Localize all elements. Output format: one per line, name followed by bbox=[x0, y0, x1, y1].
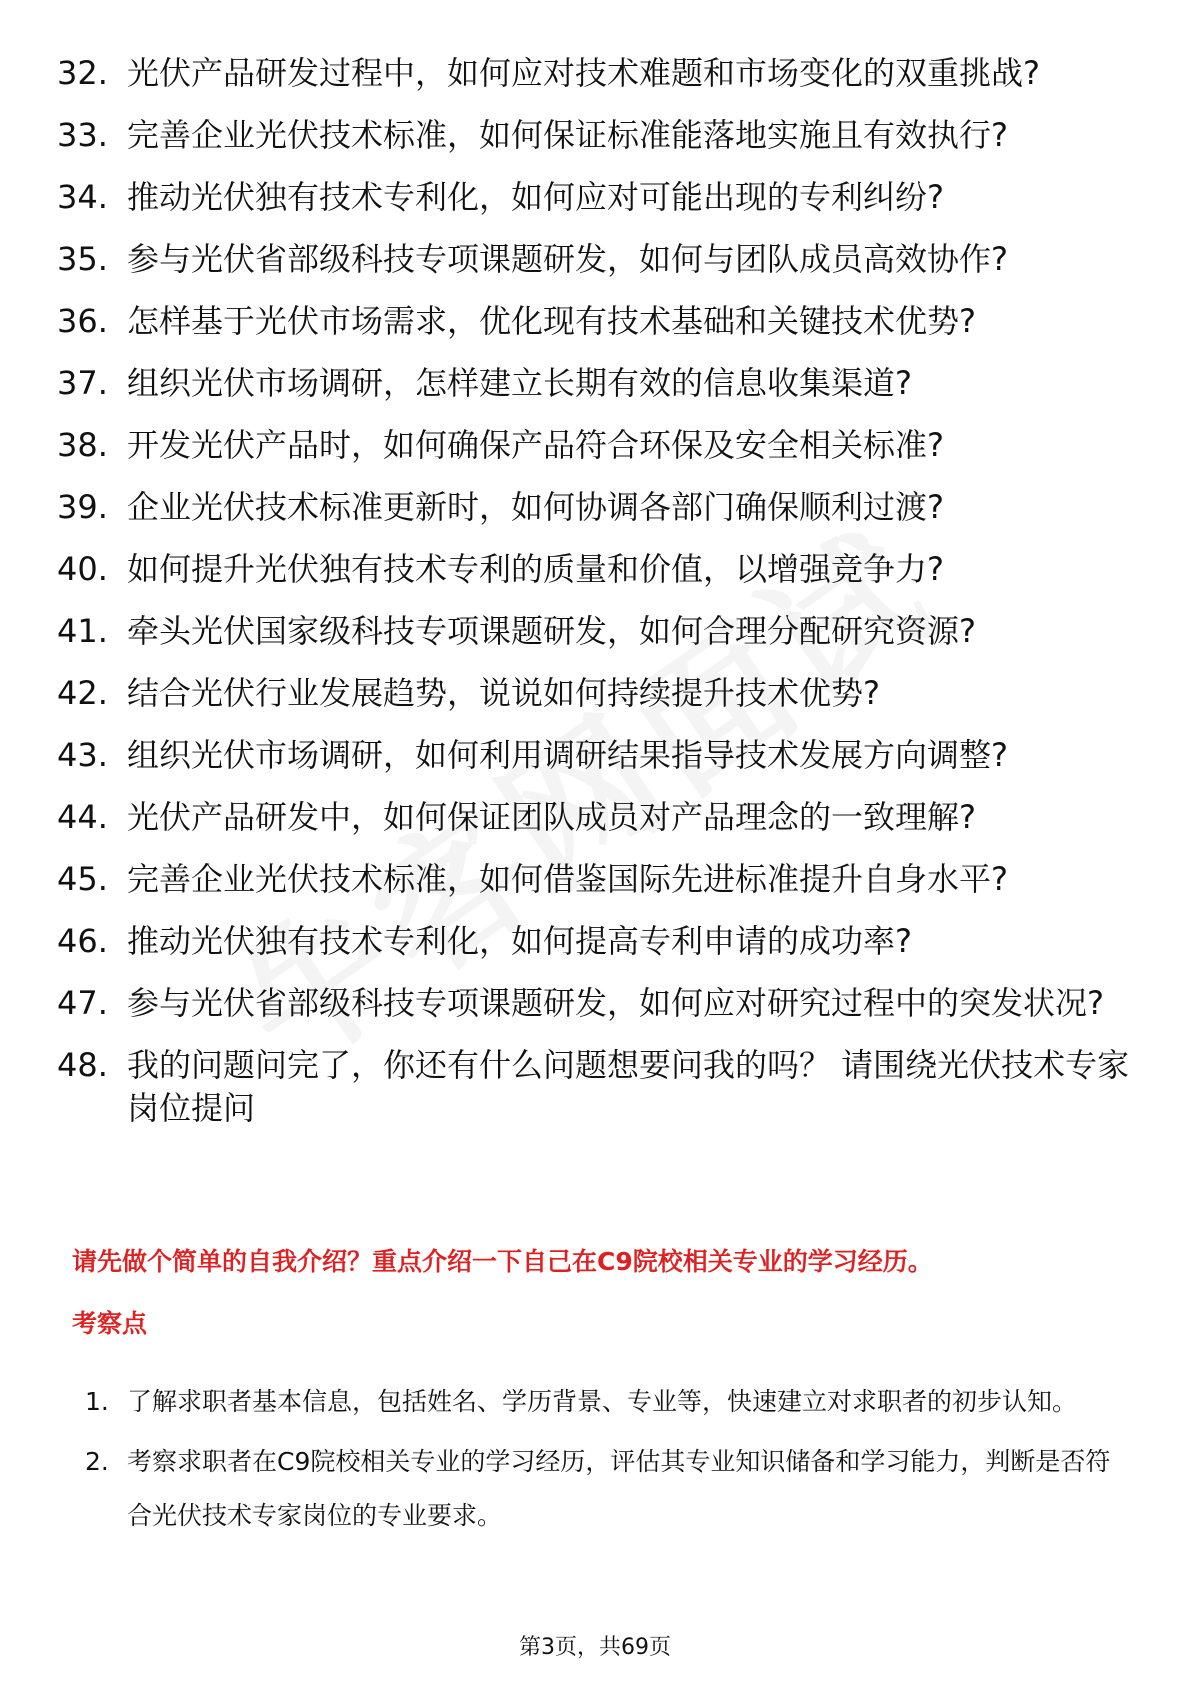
question-text: 推动光伏独有技术专利化，如何应对可能出现的专利纠纷? bbox=[127, 178, 944, 216]
question-text: 推动光伏独有技术专利化，如何提高专利申请的成功率? bbox=[127, 922, 912, 960]
question-item bbox=[57, 1044, 1132, 1130]
question-number: 42. bbox=[57, 674, 108, 712]
question-number: 44. bbox=[57, 798, 108, 836]
assessment-point bbox=[85, 1375, 1125, 1429]
assessment-points-list bbox=[85, 1375, 1125, 1549]
question-number: 32. bbox=[57, 54, 108, 92]
question-text: 参与光伏省部级科技专项课题研发，如何应对研究过程中的突发状况? bbox=[127, 984, 1104, 1022]
question-number: 47. bbox=[57, 984, 108, 1022]
question-item bbox=[57, 610, 1132, 653]
question-text: 我的问题问完了，你还有什么问题想要问我的吗？ 请围绕光伏技术专家岗位提问 bbox=[127, 1046, 1130, 1127]
point-number: 1. bbox=[85, 1387, 109, 1416]
question-text: 牵头光伏国家级科技专项课题研发，如何合理分配研究资源? bbox=[127, 612, 976, 650]
question-item bbox=[57, 424, 1132, 467]
question-number: 34. bbox=[57, 178, 108, 216]
point-text: 了解求职者基本信息，包括姓名、学历背景、专业等，快速建立对求职者的初步认知。 bbox=[127, 1387, 1078, 1416]
question-number: 39. bbox=[57, 488, 108, 526]
question-text: 怎样基于光伏市场需求，优化现有技术基础和关键技术优势? bbox=[127, 302, 976, 340]
assessment-point bbox=[85, 1435, 1125, 1543]
question-item bbox=[57, 362, 1132, 405]
question-text: 参与光伏省部级科技专项课题研发，如何与团队成员高效协作? bbox=[127, 240, 1008, 278]
question-item bbox=[57, 176, 1132, 219]
question-item bbox=[57, 734, 1132, 777]
question-item bbox=[57, 920, 1132, 963]
question-text: 光伏产品研发过程中，如何应对技术难题和市场变化的双重挑战? bbox=[127, 54, 1040, 92]
question-text: 开发光伏产品时，如何确保产品符合环保及安全相关标准? bbox=[127, 426, 944, 464]
question-text: 完善企业光伏技术标准，如何保证标准能落地实施且有效执行? bbox=[127, 116, 1008, 154]
question-text: 企业光伏技术标准更新时，如何协调各部门确保顺利过渡? bbox=[127, 488, 944, 526]
question-item bbox=[57, 982, 1132, 1025]
question-number: 46. bbox=[57, 922, 108, 960]
intro-question-heading: 请先做个简单的自我介绍？重点介绍一下自己在C9院校相关专业的学习经历。 bbox=[72, 1247, 933, 1276]
question-number: 48. bbox=[57, 1046, 108, 1084]
question-text: 结合光伏行业发展趋势，说说如何持续提升技术优势? bbox=[127, 674, 880, 712]
point-number: 2. bbox=[85, 1447, 109, 1476]
question-item bbox=[57, 486, 1132, 529]
question-number: 36. bbox=[57, 302, 108, 340]
question-item bbox=[57, 238, 1132, 281]
question-number: 41. bbox=[57, 612, 108, 650]
assessment-points-heading: 考察点 bbox=[72, 1309, 148, 1338]
question-item bbox=[57, 300, 1132, 343]
question-item bbox=[57, 672, 1132, 715]
question-number: 35. bbox=[57, 240, 108, 278]
question-text: 组织光伏市场调研，如何利用调研结果指导技术发展方向调整? bbox=[127, 736, 1008, 774]
question-item bbox=[57, 858, 1132, 901]
question-number: 33. bbox=[57, 116, 108, 154]
question-item bbox=[57, 114, 1132, 157]
question-item bbox=[57, 548, 1132, 591]
question-text: 如何提升光伏独有技术专利的质量和价值，以增强竞争力? bbox=[127, 550, 944, 588]
question-number: 38. bbox=[57, 426, 108, 464]
question-text: 光伏产品研发中，如何保证团队成员对产品理念的一致理解? bbox=[127, 798, 976, 836]
question-text: 完善企业光伏技术标准，如何借鉴国际先进标准提升自身水平? bbox=[127, 860, 1008, 898]
question-number: 43. bbox=[57, 736, 108, 774]
question-number: 45. bbox=[57, 860, 108, 898]
point-text: 考察求职者在C9院校相关专业的学习经历，评估其专业知识储备和学习能力，判断是否符合光伏技术专家岗位的专业要求。 bbox=[127, 1447, 1111, 1530]
question-text: 组织光伏市场调研，怎样建立长期有效的信息收集渠道? bbox=[127, 364, 912, 402]
page-footer: 第3页，共69页 bbox=[519, 1635, 671, 1660]
question-item bbox=[57, 796, 1132, 839]
question-item bbox=[57, 52, 1132, 95]
question-number: 40. bbox=[57, 550, 108, 588]
question-number: 37. bbox=[57, 364, 108, 402]
question-list bbox=[57, 52, 1132, 1149]
